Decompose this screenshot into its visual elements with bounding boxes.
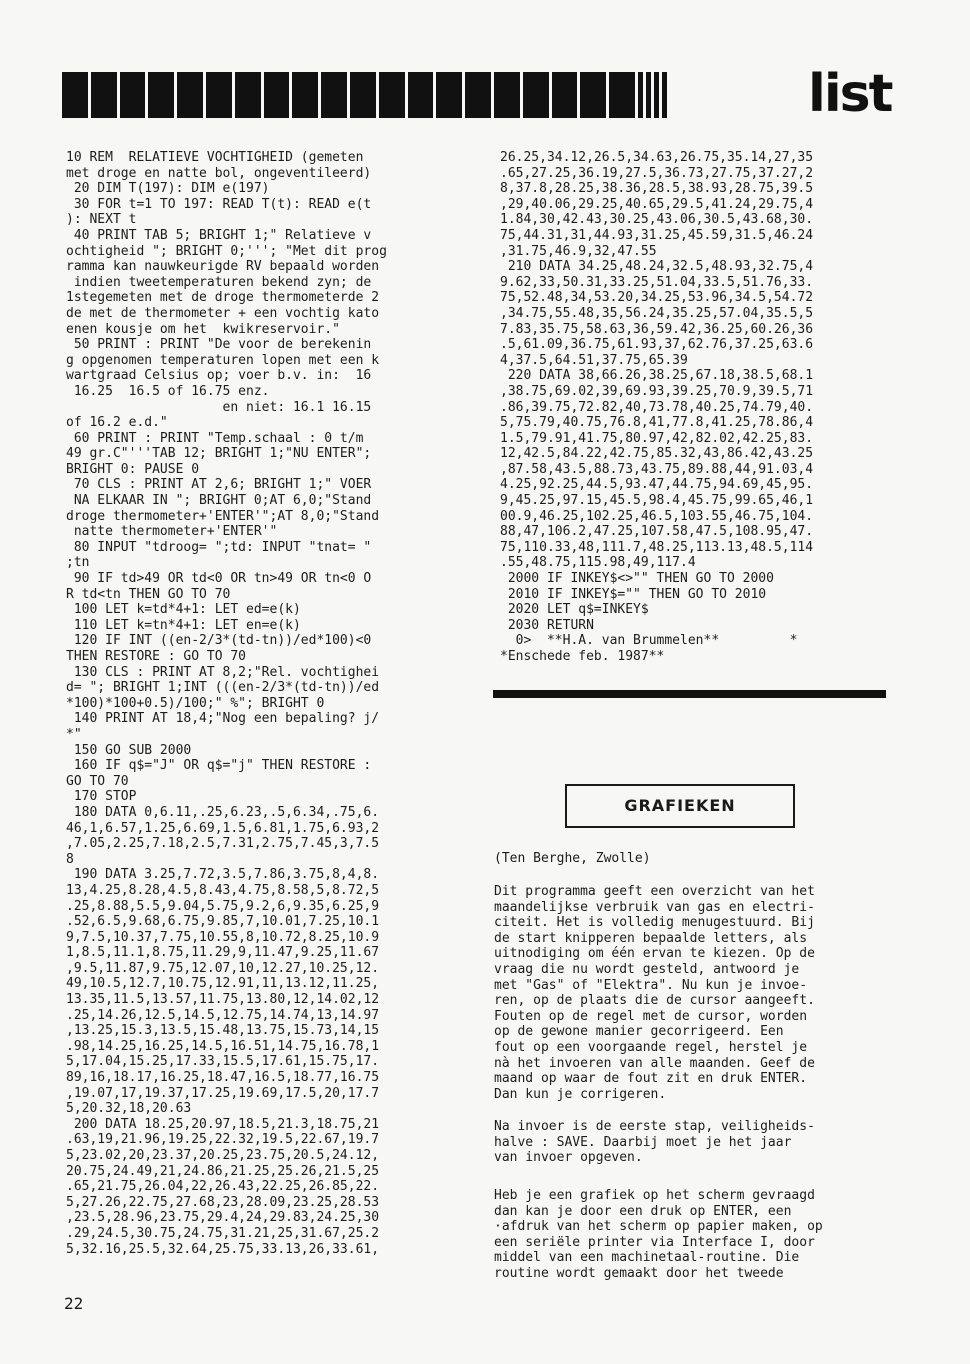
program-listing-left: 10 REM RELATIEVE VOCHTIGHEID (gemeten met droge en natte bol, ongeventileerd) 20 DIM T(197): DIM e(197) 30 FOR t=1 TO 197: READ T(t): READ e(t ): NEXT t 40 PRINT TAB 5; BRIGHT 1;" Relatieve v ochtigheid "; BRIGHT 0;'''; "Met dit prog ramma kan nauwkeurigde RV bepaald worden indien tweetemperaturen bekend zyn; de 1stegemeten met de droge thermometerde 2 de met de thermometer + een vochtig kato enen kousje om het kwikreservoir." 50 PRINT : PRINT "De voor de berekenin g opgenomen temperaturen lopen met een k wartgraad Celsius op; voer b.v. in: 16 16.25 16.5 of 16.75 enz. en niet: 16.1 16.15 of 16.2 e.d." 60 PRINT : PRINT "Temp.schaal : 0 t/m 49 gr.C"'''TAB 12; BRIGHT 1;"NU ENTER"; BRIGHT 0: PAUSE 0 70 CLS : PRINT AT 2,6; BRIGHT 1;" VOER NA ELKAAR IN "; BRIGHT 0;AT 6,0;"Stand droge thermometer+'ENTER'";AT 8,0;"Stand natte thermometer+'ENTER'" 80 INPUT "tdroog= ";td: INPUT "tnat= " ;tn 90 IF td>49 OR td<0 OR tn>49 OR tn<0 O R td<tn THEN GO TO 70 100 LET k=td*4+1: LET ed=e(k) 110 LET k=tn*4+1: LET en=e(k) 120 IF INT ((en-2/3*(td-tn))/ed*100)<0 THEN RESTORE : GO TO 70 130 CLS : PRINT AT 8,2;"Rel. vochtighei d= "; BRIGHT 1;INT (((en-2/3*(td-tn))/ed *100)*100+0.5)/100;" %"; BRIGHT 0 140 PRINT AT 18,4;"Nog een bepaling? j/ *" 150 GO SUB 2000 160 IF q$="J" OR q$="j" THEN RESTORE : GO TO 70 170 STOP 180 DATA 0,6.11,.25,6.23,.5,6.34,.75,6. 46,1,6.57,1.25,6.69,1.5,6.81,1.75,6.93,2 ,7.05,2.25,7.18,2.5,7.31,2.75,7.45,3,7.5 8 190 DATA 3.25,7.72,3.5,7.86,3.75,8,4,8. 13,4.25,8.28,4.5,8.43,4.75,8.58,5,8.72,5 .25,8.88,5.5,9.04,5.75,9.2,6,9.35,6.25,9 .52,6.5,9.68,6.75,9.85,7,10.01,7.25,10.1 9,7.5,10.37,7.75,10.55,8,10.72,8.25,10.9 1,8.5,11.1,8.75,11.29,9,11.47,9.25,11.67 ,9.5,11.87,9.75,12.07,10,12.27,10.25,12. 49,10.5,12.7,10.75,12.91,11,13.12,11.25, 13.35,11.5,13.57,11.75,13.80,12,14.02,12 .25,14.26,12.5,14.5,12.75,14.74,13,14.97 ,13.25,15.3,13.5,15.48,13.75,15.73,14,15 .98,14.25,16.25,14.5,16.51,14.75,16.78,1 5,17.04,15.25,17.33,15.5,17.61,15.75,17. 89,16,18.17,16.25,18.47,16.5,18.77,16.75 ,19.07,17,19.37,17.25,19.69,17.5,20,17.7 5,20.32,18,20.63 200 DATA 18.25,20.97,18.5,21.3,18.75,21 .63,19,21.96,19.25,22.32,19.5,22.67,19.7 5,23.02,20,23.37,20.25,23.75,20.5,24.12, 20.75,24.49,21,24.86,21.25,25.26,21.5,25 .65,21.75,26.04,22,26.43,22.25,26.85,22. 5,27.26,22.75,27.68,23,28.09,23.25,28.53 ,23.5,28.96,23.75,29.4,24,29.83,24.25,30 .29,24.5,30.75,24.75,31.21,25,31.67,25.2 5,32.16,25.5,32.64,25.75,33.13,26,33.61, [66,150,387,1257]
article-paragraph-2: Na invoer is de eerste stap, veiligheids- halve : SAVE. Daarbij moet je het jaar van invoer opgeven. [494,1119,815,1166]
article-title: GRAFIEKEN [565,784,795,828]
section-title: list [808,64,892,124]
article-paragraph-1: Dit programma geeft een overzicht van het maandelijkse verbruik van gas en electri- citeit. Het is volledig menugestuurd. Bij de start knipperen bepaalde letters, als uitnodiging om één ervan te kiezen. Op de vraag die nu wordt gesteld, antwoord je met "Gas" of "Elektra". Nu kun je invoe- ren, op de plaats die de cursor aangeeft. Fouten op de regel met de cursor, worden op de gewone manier gecorrigeerd. Een fout op een voorgaande regel, herstel je nà het invoeren van alle maanden. Geef de maand op waar de fout zit en druk ENTER. Dan kun je corrigeren. [494,884,815,1102]
divider [493,690,886,698]
page-number: 22 [64,1294,84,1313]
header-bar [62,72,667,118]
article-byline: (Ten Berghe, Zwolle) [494,851,651,866]
program-listing-right: 26.25,34.12,26.5,34.63,26.75,35.14,27,35 .65,27.25,36.19,27.5,36.73,27.75,37.27,2 8,37.8,28.25,38.36,28.5,38.93,28.75,39.5 ,29,40.06,29.25,40.65,29.5,41.24,29.75,4 1.84,30,42.43,30.25,43.06,30.5,43.68,30. 75,44.31,31,44.93,31.25,45.59,31.5,46.24 ,31.75,46.9,32,47.55 210 DATA 34.25,48.24,32.5,48.93,32.75,4 9.62,33,50.31,33.25,51.04,33.5,51.76,33. 75,52.48,34,53.20,34.25,53.96,34.5,54.72 ,34.75,55.48,35,56.24,35.25,57.04,35.5,5 7.83,35.75,58.63,36,59.42,36.25,60.26,36 .5,61.09,36.75,61.93,37,62.76,37.25,63.6 4,37.5,64.51,37.75,65.39 220 DATA 38,66.26,38.25,67.18,38.5,68.1 ,38.75,69.02,39,69.93,39.25,70.9,39.5,71 .86,39.75,72.82,40,73.78,40.25,74.79,40. 5,75.79,40.75,76.8,41,77.8,41.25,78.86,4 1.5,79.91,41.75,80.97,42,82.02,42.25,83. 12,42.5,84.22,42.75,85.32,43,86.42,43.25 ,87.58,43.5,88.73,43.75,89.88,44,91.03,4 4.25,92.25,44.5,93.47,44.75,94.69,45,95. 9,45.25,97.15,45.5,98.4,45.75,99.65,46,1 00.9,46.25,102.25,46.5,103.55,46.75,104. 88,47,106.2,47.25,107.58,47.5,108.95,47. 75,110.33,48,111.7,48.25,113.13,48.5,114 .55,48.75,115.98,49,117.4 2000 IF INKEY$<>"" THEN GO TO 2000 2010 IF INKEY$="" THEN GO TO 2010 2020 LET q$=INKEY$ 2030 RETURN 0> **H.A. van Brummelen** * *Enschede feb. 1987** [500,150,814,664]
article-paragraph-3: Heb je een grafiek op het scherm gevraagd dan kan je door een druk op ENTER, een ·afdruk van het scherm op papier maken, op een seriële printer via Interface I, door middel van een machinetaal-routine. Die routine wordt gemaakt door het tweede [494,1188,823,1281]
